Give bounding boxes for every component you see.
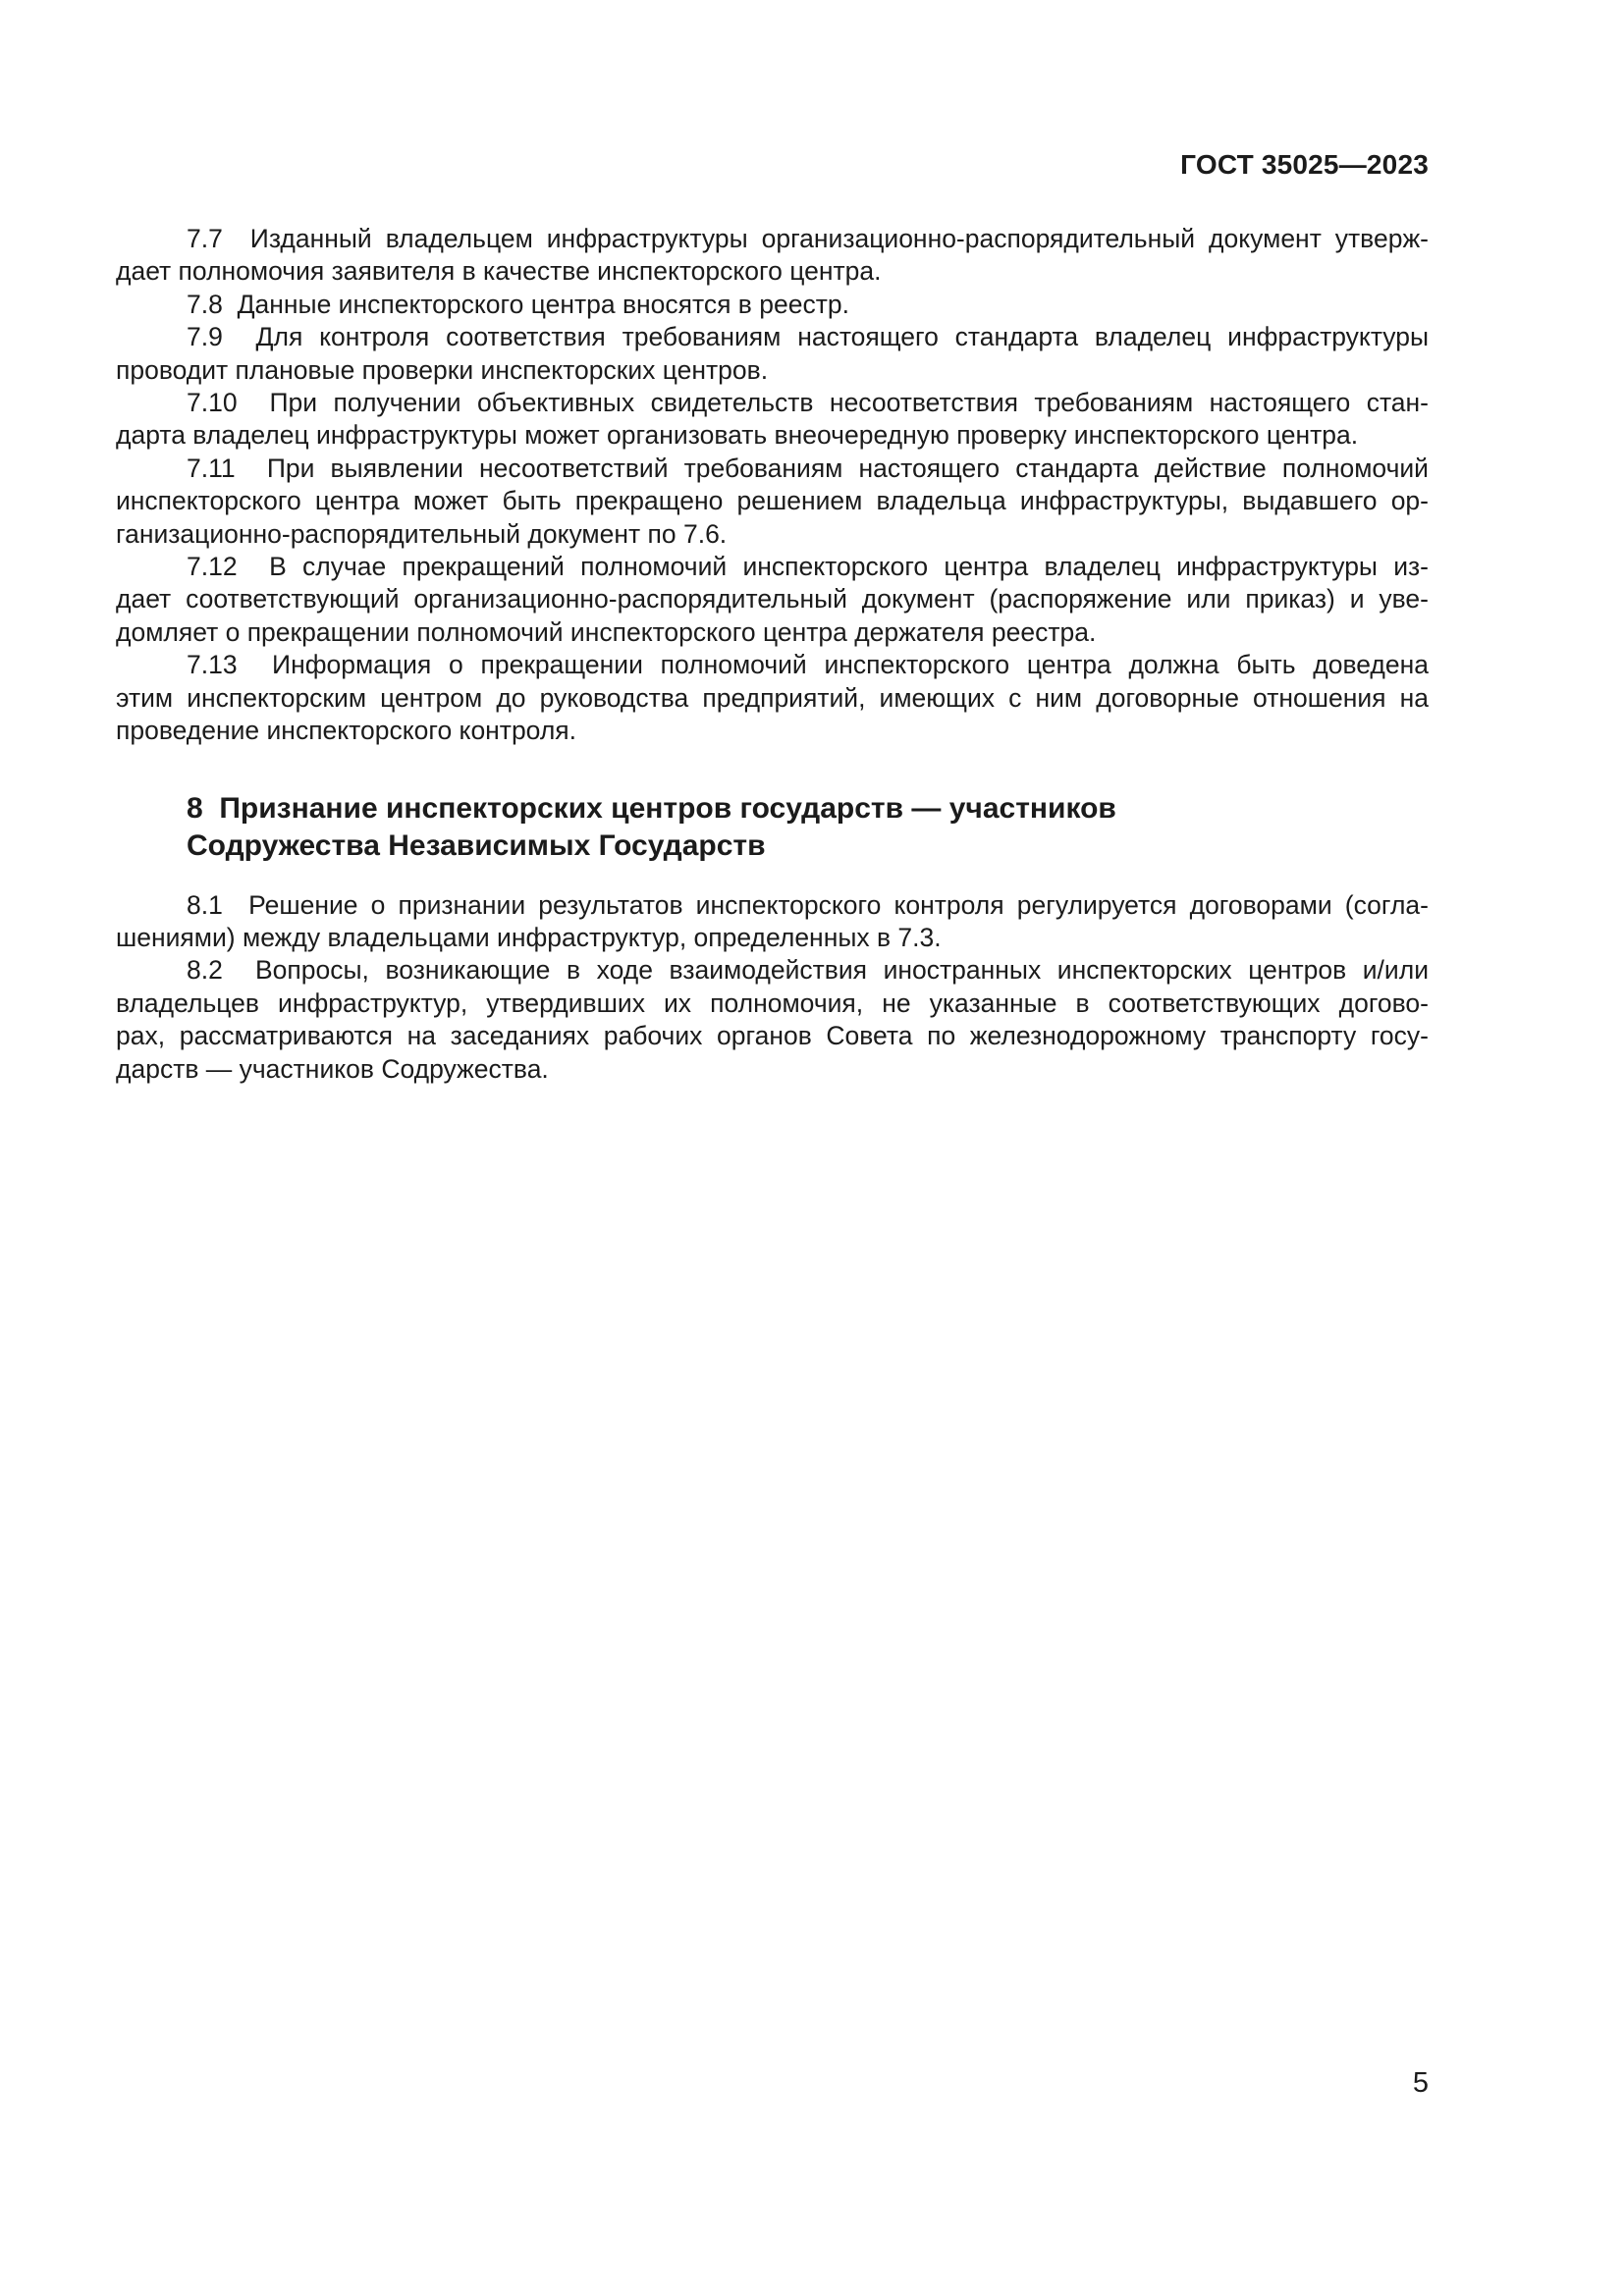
paragraph-line: 8.1 Решение о признании результатов инспекторского контроля регулируется договорами (согла- [187,889,1429,920]
heading-line: 8 Признание инспекторских центров государств — участников [187,791,1116,825]
paragraph-line: дает соответствующий организационно-распорядительный документ (распоряжение или приказ) и уве- [116,584,1429,614]
paragraph-7.11 [116,453,1429,551]
paragraph-line: дарств — участников Содружества. [116,1053,549,1084]
paragraph-8.1 [116,889,1429,955]
paragraph-line: владельцев инфраструктур, утвердивших их полномочия, не указанные в соответствующих догово- [116,988,1429,1018]
page-number: 5 [1412,2067,1429,2099]
paragraph-7.7 [116,223,1429,289]
paragraph-line: инспекторского центра может быть прекращено решением владельца инфраструктуры, выдавшего ор- [116,486,1429,516]
paragraph-line: проведение инспекторского контроля. [116,716,577,746]
paragraph-7.8 [116,289,1429,321]
paragraph-line: дает полномочия заявителя в качестве инспекторского центра. [116,256,882,287]
paragraph-line: рах, рассматриваются на заседаниях рабочих органов Совета по железнодорожному транспорту госу- [116,1021,1429,1051]
document-body [116,223,1429,1086]
paragraph-line: этим инспекторским центром до руководства предприятий, имеющих с ним договорные отношения на [116,682,1429,713]
paragraph-line: 7.10 При получении объективных свидетельств несоответствия требованиям настоящего стан- [187,388,1429,418]
paragraph-line: проводит плановые проверки инспекторских центров. [116,354,769,385]
paragraph-line: 7.13 Информация о прекращении полномочий инспекторского центра должна быть доведена [187,650,1429,680]
paragraph-line: 7.11 При выявлении несоответствий требованиям настоящего стандарта действие полномочий [187,453,1429,483]
document-code: ГОСТ 35025—2023 [1180,149,1429,180]
paragraph-line: 7.8 Данные инспекторского центра вносятся в реестр. [187,289,849,319]
paragraph-line: 7.12 В случае прекращений полномочий инспекторского центра владелец инфраструктуры из- [187,552,1429,582]
paragraph-7.13 [116,649,1429,747]
paragraph-7.9 [116,321,1429,387]
paragraph-line: 7.7 Изданный владельцем инфраструктуры организационно-распорядительный документ утверж- [187,224,1429,253]
paragraph-7.12 [116,551,1429,649]
paragraph-line: шениями) между владельцами инфраструктур, определенных в 7.3. [116,922,942,952]
paragraph-line: 7.9 Для контроля соответствия требованиям настоящего стандарта владелец инфраструктуры [187,322,1429,352]
paragraph-line: 8.2 Вопросы, возникающие в ходе взаимодействия иностранных инспекторских центров и/или [187,955,1429,986]
paragraph-8.2 [116,954,1429,1086]
paragraph-line: дарта владелец инфраструктуры может организовать внеочередную проверку инспекторского центра. [116,420,1359,451]
paragraph-line: ганизационно-распорядительный документ по 7.6. [116,518,728,549]
heading-line: Содружества Независимых Государств [187,828,766,862]
section-heading [116,790,1429,865]
paragraph-7.10 [116,387,1429,453]
paragraph-line: домляет о прекращении полномочий инспекторского центра держателя реестра. [116,616,1097,647]
